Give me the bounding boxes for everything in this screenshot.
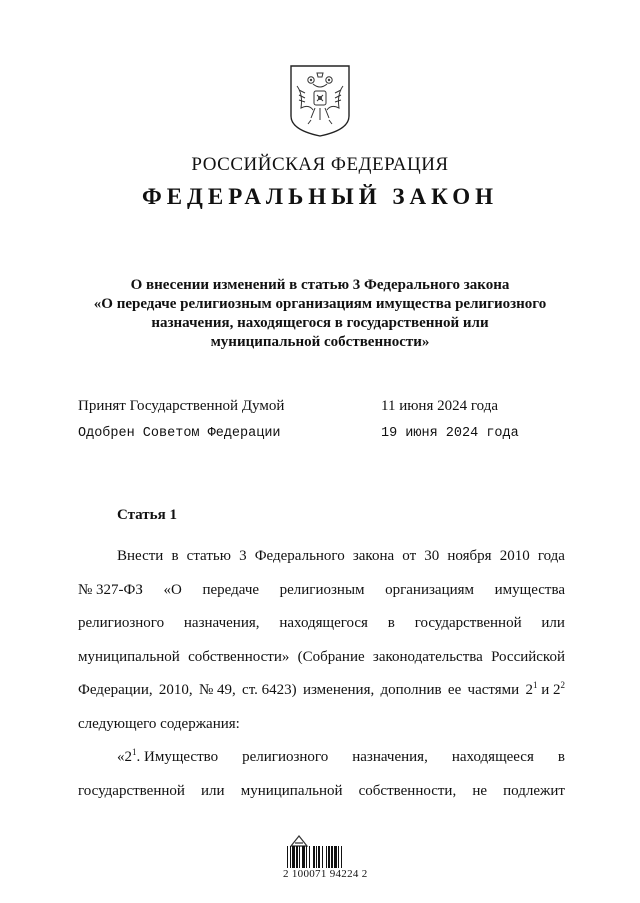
word: муниципальной xyxy=(240,782,343,799)
barcode-number: 2 100071 94224 2 xyxy=(283,868,368,880)
word: собственности» xyxy=(188,648,290,665)
word: Российской xyxy=(491,648,565,665)
word: «О xyxy=(163,581,182,598)
word: религиозным xyxy=(279,581,365,598)
word: частями xyxy=(467,682,520,698)
body-line xyxy=(78,708,565,742)
word: назначения, xyxy=(352,749,428,765)
word: дополнив xyxy=(380,682,442,698)
word: Федерации, xyxy=(78,682,153,698)
word: (Собрание xyxy=(297,648,365,665)
coat-of-arms-icon xyxy=(289,64,351,137)
word: Федерального xyxy=(254,548,345,564)
word: 30 xyxy=(424,548,440,564)
word: организациям xyxy=(385,581,475,598)
law-title-line: «О передаче религиозным организациям имущества религиозного xyxy=(93,296,547,312)
item-number xyxy=(117,741,218,775)
word: Имущество xyxy=(144,749,219,765)
word: в xyxy=(387,615,395,631)
word: или xyxy=(201,782,225,799)
word: находящееся xyxy=(451,749,534,765)
word: государственной xyxy=(78,782,185,799)
word: в xyxy=(557,749,565,765)
body-line xyxy=(78,674,565,708)
word: или xyxy=(541,615,565,631)
word: № 327-ФЗ xyxy=(78,581,143,598)
body-line xyxy=(78,641,565,675)
parts-ref: $2^1$ и $2^2$ xyxy=(525,680,565,698)
word: 2010, xyxy=(158,682,193,698)
word: 3 xyxy=(239,548,247,564)
state-name: РОССИЙСКАЯ ФЕДЕРАЦИЯ xyxy=(191,154,449,175)
word: законодательства xyxy=(372,648,483,665)
word: имущества xyxy=(494,581,565,598)
word: государственной xyxy=(414,615,522,631)
word: «2 xyxy=(117,749,132,765)
word: религиозного xyxy=(78,615,165,631)
word: следующего содержания: xyxy=(78,715,240,732)
law-title xyxy=(80,276,560,352)
law-title-line: О внесении изменений в статью 3 Федерального закона xyxy=(130,277,510,293)
word: от xyxy=(402,548,417,564)
council-label: Одобрен Советом Федерации xyxy=(78,426,281,441)
law-title-line: назначения, находящегося в государственной или xyxy=(151,315,489,331)
word: . xyxy=(136,749,141,765)
superscript: 1 xyxy=(132,747,137,757)
council-date: 19 июня 2024 года xyxy=(381,426,519,441)
word: не xyxy=(472,782,488,799)
word: статью xyxy=(186,548,231,564)
word: закона xyxy=(352,548,395,564)
word: передаче xyxy=(202,581,260,598)
word: Внести xyxy=(117,548,164,564)
duma-date: 11 июня 2024 года xyxy=(381,398,498,414)
word: ст. 6423) xyxy=(242,682,297,698)
word: находящегося xyxy=(279,615,368,631)
word: и xyxy=(541,682,550,698)
word: собственности, xyxy=(358,782,457,799)
superscript: 2 xyxy=(560,680,565,690)
word: назначения, xyxy=(183,615,260,631)
body-line xyxy=(78,574,565,608)
word: 2 xyxy=(553,682,561,698)
article-body xyxy=(78,540,565,808)
barcode-icon xyxy=(286,846,364,870)
word: года xyxy=(537,548,565,564)
word: подлежит xyxy=(503,782,565,799)
word: № 49, xyxy=(198,682,236,698)
body-line xyxy=(78,607,565,641)
word: муниципальной xyxy=(78,648,180,665)
word: религиозного xyxy=(242,749,329,765)
body-line xyxy=(78,741,565,775)
law-title-line: муниципальной собственности» xyxy=(210,334,430,350)
word: ее xyxy=(447,682,462,698)
word: в xyxy=(171,548,179,564)
body-line xyxy=(78,540,565,574)
word: ноября xyxy=(447,548,492,564)
word: изменения, xyxy=(302,682,375,698)
article-heading: Статья 1 xyxy=(117,507,177,523)
superscript: 1 xyxy=(532,680,538,690)
word: 2010 xyxy=(499,548,530,564)
body-line xyxy=(78,775,565,809)
duma-label: Принят Государственной Думой xyxy=(78,398,285,414)
document-type: ФЕДЕРАЛЬНЫЙ ЗАКОН xyxy=(141,184,499,209)
